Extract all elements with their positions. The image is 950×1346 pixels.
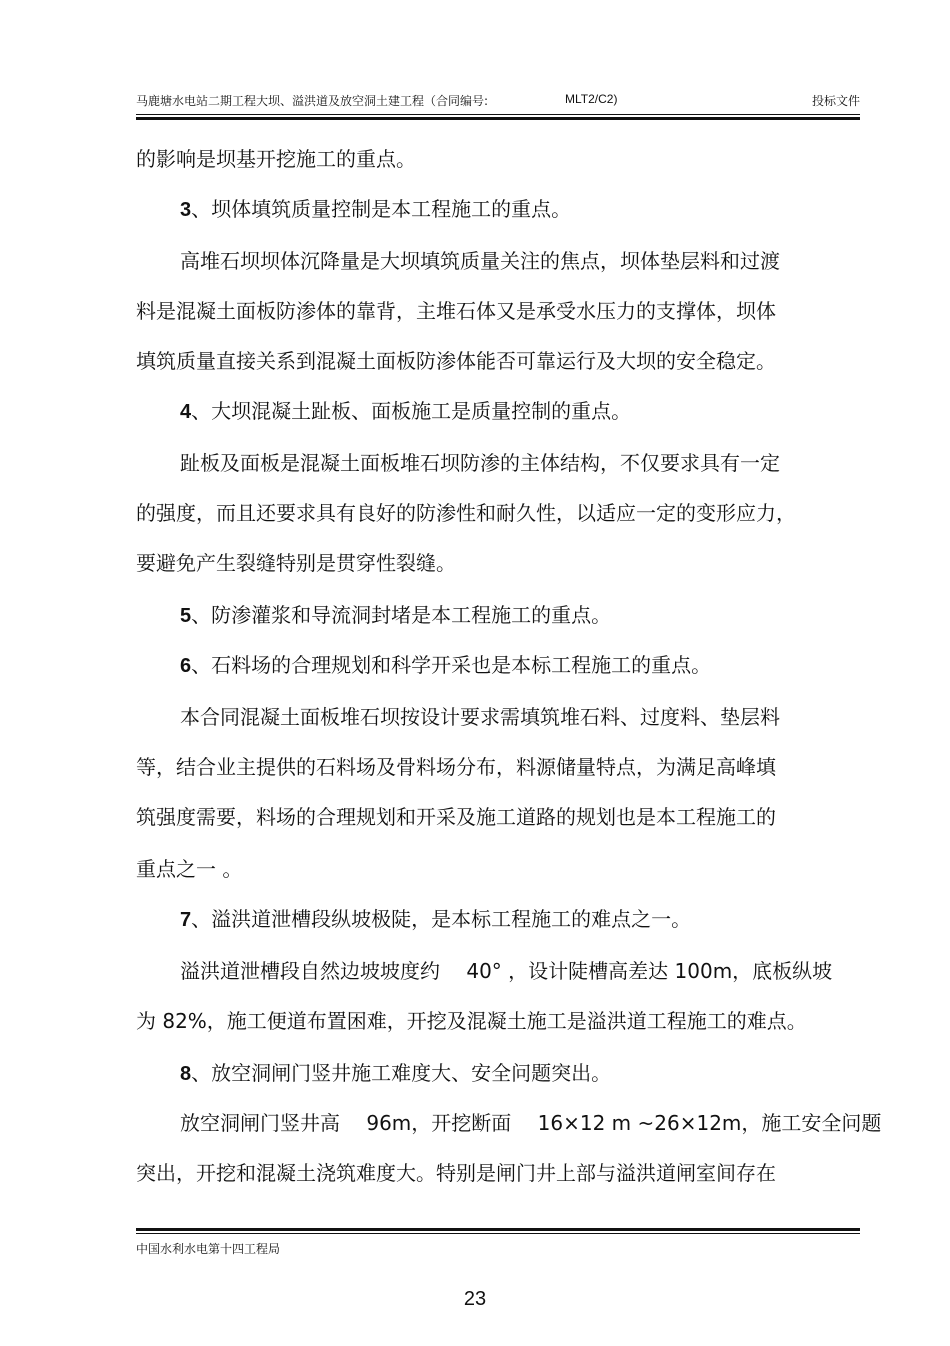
paragraph-line: 重点之一 。: [136, 857, 243, 881]
footer-rule-thin: [136, 1233, 860, 1234]
paragraph-line: 的强度，而且还要求具有良好的防渗性和耐久性，以适应一定的变形应力，: [136, 501, 796, 525]
paragraph-line: 料是混凝土面板防渗体的靠背，主堆石体又是承受水压力的支撑体，坝体: [136, 299, 776, 323]
header-contract-code: MLT2/C2): [565, 92, 618, 106]
paragraph-line: 等，结合业主提供的石料场及骨料场分布，料源储量特点，为满足高峰填: [136, 755, 776, 779]
paragraph-line: 高堆石坝坝体沉降量是大坝填筑质量关注的焦点，坝体垫层料和过渡: [180, 249, 780, 273]
paragraph-line: 溢洪道泄槽段自然边坡坡度约 40° ，设计陡槽高差达 100m，底板纵坡: [180, 959, 833, 983]
paragraph-line: 突出，开挖和混凝土浇筑难度大。特别是闸门井上部与溢洪道闸室间存在: [136, 1161, 776, 1185]
header-doc-type: 投标文件: [811, 94, 860, 108]
paragraph-line: 的影响是坝基开挖施工的重点。: [136, 147, 416, 171]
paragraph-line: 筑强度需要，料场的合理规划和开采及施工道路的规划也是本工程施工的: [136, 805, 776, 829]
paragraph-line: 放空洞闸门竖井高 96m，开挖断面 16×12 m ~26×12m，施工安全问题: [180, 1111, 882, 1135]
paragraph-line: 为 82%，施工便道布置困难，开挖及混凝土施工是溢洪道工程施工的难点。: [136, 1009, 807, 1033]
page-number: 23: [463, 1288, 487, 1310]
section-heading-6: 6、石料场的合理规划和科学开采也是本标工程施工的重点。: [180, 653, 712, 677]
paragraph-line: 趾板及面板是混凝土面板堆石坝防渗的主体结构，不仅要求具有一定: [180, 451, 780, 475]
section-heading-3: 3、坝体填筑质量控制是本工程施工的重点。: [180, 197, 572, 221]
paragraph-line: 填筑质量直接关系到混凝土面板防渗体能否可靠运行及大坝的安全稳定。: [136, 349, 776, 373]
header-rule-thin: [136, 114, 860, 115]
header-title: 马鹿塘水电站二期工程大坝、溢洪道及放空洞土建工程（合同编号:: [136, 94, 489, 108]
section-heading-7: 7、溢洪道泄槽段纵坡极陡，是本标工程施工的难点之一。: [180, 907, 692, 931]
header-rule-thick: [136, 117, 860, 120]
paragraph-line: 本合同混凝土面板堆石坝按设计要求需填筑堆石料、过度料、垫层料: [180, 705, 780, 729]
paragraph-line: 要避免产生裂缝特别是贯穿性裂缝。: [136, 551, 456, 575]
section-heading-8: 8、放空洞闸门竖井施工难度大、安全问题突出。: [180, 1061, 612, 1085]
footer-organization: 中国水利水电第十四工程局: [136, 1242, 281, 1256]
footer-rule-thick: [136, 1228, 860, 1231]
section-heading-4: 4、大坝混凝土趾板、面板施工是质量控制的重点。: [180, 399, 632, 423]
page-header: [136, 92, 860, 110]
section-heading-5: 5、防渗灌浆和导流洞封堵是本工程施工的重点。: [180, 603, 612, 627]
